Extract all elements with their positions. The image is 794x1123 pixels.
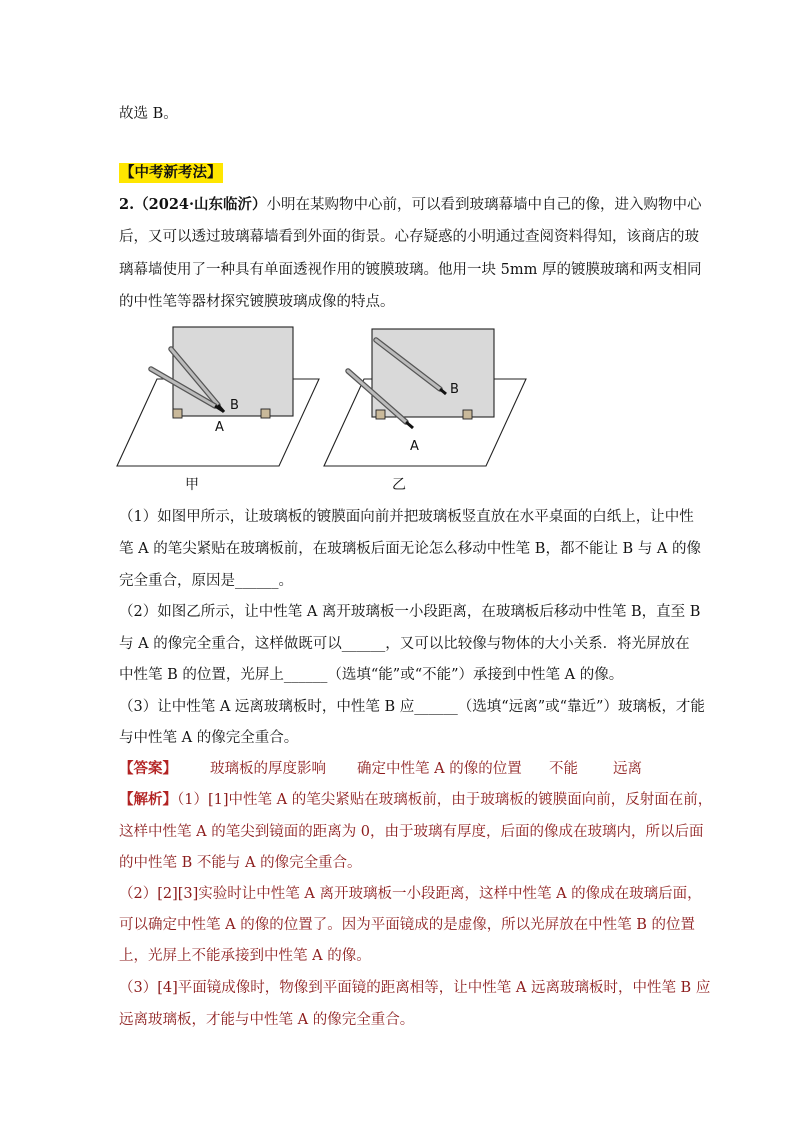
subq-line-2: 笔 A 的笔尖紧贴在玻璃板前，在玻璃板后面无论怎么移动中性笔 B，都不能让 B 与 A 的像 [119, 541, 702, 557]
question-source: （2024·山东临沂） [134, 196, 267, 213]
answer-item-3: 不能 [549, 761, 578, 777]
support-block-right [463, 410, 472, 419]
analysis-line-7: （3）[4]平面镜成像时，物像到平面镜的距离相等，让中性笔 A 远离玻璃板时，中性笔 B 应 [119, 980, 711, 996]
analysis-line-8: 远离玻璃板，才能与中性笔 A 的像完全重合。 [119, 1012, 415, 1028]
caption-jia: 甲 [185, 477, 199, 493]
subq-line-8: 与中性笔 A 的像完全重合。 [119, 730, 299, 746]
answer-tag: 【答案】 [119, 760, 177, 777]
top-line: 故选 B。 [119, 106, 178, 122]
subq-line-4: （2）如图乙所示，让中性笔 A 离开玻璃板一小段距离，在玻璃板后移动中性笔 B，直至 B [119, 604, 701, 620]
answer-item-1: 玻璃板的厚度影响 [210, 761, 326, 777]
question-line-4: 的中性笔等器材探究镀膜玻璃成像的特点。 [119, 294, 395, 310]
label-b-yi: B [450, 382, 459, 397]
figure-yi [322, 323, 542, 493]
support-block-right [261, 409, 270, 418]
support-block-left [376, 410, 385, 419]
analysis-line-5: 可以确定中性笔 A 的像的位置了。因为平面镜成的是虚像，所以光屏放在中性笔 B 的位置 [119, 917, 696, 933]
analysis-text-1: （1）[1]中性笔 A 的笔尖紧贴在玻璃板前，由于玻璃板的镀膜面向前，反射面在前， [177, 792, 713, 808]
question-line-1 [119, 195, 702, 215]
question-number: 2. [119, 196, 135, 213]
analysis-line-2: 这样中性笔 A 的笔尖到镜面的距离为 0，由于玻璃有厚度，后面的像成在玻璃内，所以后面 [119, 824, 704, 840]
analysis-line-4: （2）[2][3]实验时让中性笔 A 离开玻璃板一小段距离，这样中性笔 A 的像成在玻璃后面， [119, 886, 702, 902]
subq-line-3: 完全重合，原因是______。 [119, 573, 293, 589]
answer-item-2: 确定中性笔 A 的像的位置 [357, 761, 522, 777]
analysis-tag: 【解析】 [119, 791, 177, 808]
subq-line-7: （3）让中性笔 A 远离玻璃板时，中性笔 B 应______（选填“远离”或“靠近”）玻璃板，才能 [119, 699, 705, 715]
label-b-jia: B [230, 398, 239, 413]
analysis-line-3: 的中性笔 B 不能与 A 的像完全重合。 [119, 855, 362, 871]
subq-line-1: （1）如图甲所示，让玻璃板的镀膜面向前并把玻璃板竖直放在水平桌面的白纸上，让中性 [119, 509, 694, 525]
subq-line-5: 与 A 的像完全重合，这样做既可以______，又可以比较像与物体的大小关系．将光屏放在 [119, 636, 690, 652]
question-line-2: 后，又可以透过玻璃幕墙看到外面的街景。心存疑惑的小明通过查阅资料得知，该商店的玻 [119, 229, 699, 245]
analysis-line-6: 上，光屏上不能承接到中性笔 A 的像。 [119, 948, 371, 964]
section-tag: 【中考新考法】 [120, 164, 222, 181]
question-line-3: 璃幕墙使用了一种具有单面透视作用的镀膜玻璃。他用一块 5mm 厚的镀膜玻璃和两支相同 [119, 262, 702, 278]
support-block-left [173, 409, 182, 418]
subq-line-6: 中性笔 B 的位置，光屏上______（选填“能”或“不能”）承接到中性笔 A 的像。 [119, 667, 624, 683]
figure-jia [115, 323, 335, 493]
question-text: 小明在某购物中心前，可以看到玻璃幕墙中自己的像，进入购物中心 [266, 197, 702, 213]
analysis-line-1 [119, 790, 712, 810]
label-a-yi: A [410, 439, 419, 454]
label-a-jia: A [215, 420, 224, 435]
caption-yi: 乙 [392, 477, 406, 493]
glass-plate [372, 329, 494, 417]
answer-item-4: 远离 [613, 761, 642, 777]
